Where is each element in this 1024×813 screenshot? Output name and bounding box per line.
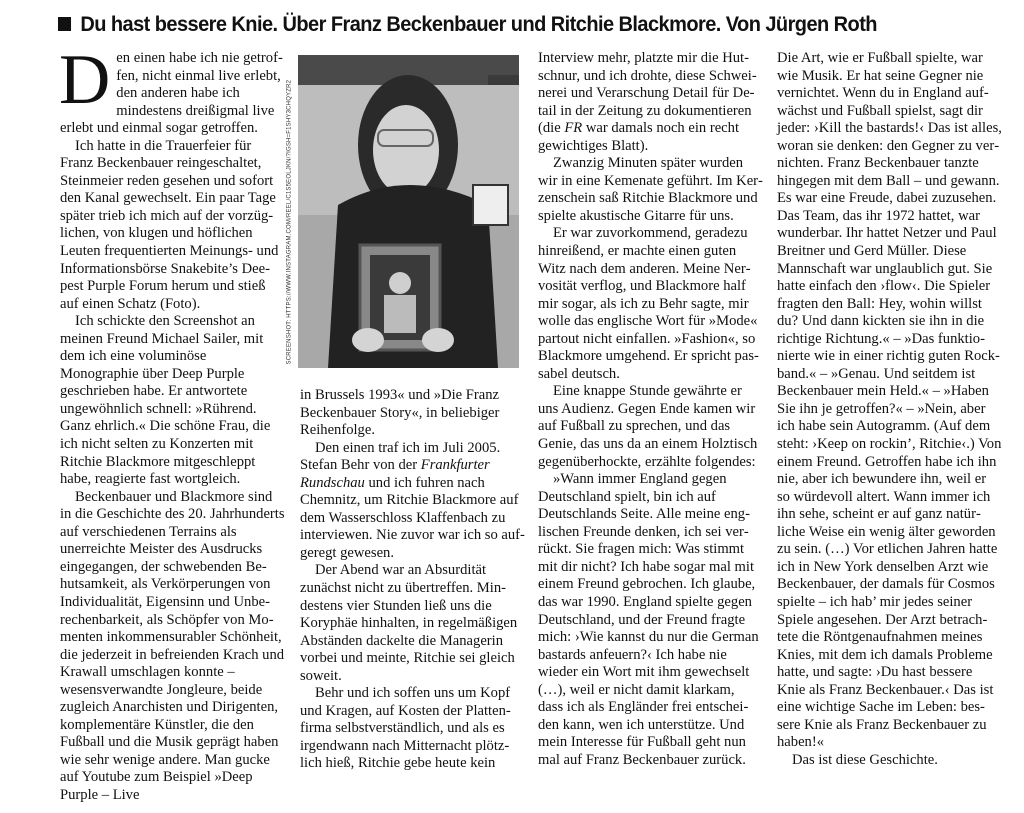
paragraph-text: Interview mehr, platzte mir die Hutschnur, und ich drohte, diese Schweinerei und Verarschung Detail für Detail in der Zeitung zu dokumentieren (die (538, 50, 757, 137)
paragraph: Zwanzig Minuten später wurden wir in eine Kemenate geführt. Im Kerzenschein saß Ritchie Blackmore und spielte akustische Gitarre für uns. (538, 155, 763, 224)
paragraph-text: und ich fuhren nach Chemnitz, um Ritchie Blackmore auf dem Wasserschloss Klaffenbach zu interviewen. Nie zuvor war ich so aufgeregt gewesen. (300, 474, 525, 561)
paragraph-text: war damals noch ein recht gewichtiges Blatt). (538, 120, 740, 154)
paragraph: in Brussels 1993« und »Die Franz Beckenbauer Story«, in beliebiger Reihenfolge. (300, 387, 500, 439)
paragraph (300, 440, 525, 563)
paragraph (538, 50, 763, 155)
square-bullet-icon (58, 17, 71, 31)
newspaper-name: Frankfurter Rundschau (300, 457, 490, 491)
article-column-1 (59, 41, 285, 805)
photo-credit (283, 55, 293, 368)
headline-text: Du hast bessere Knie. Über Franz Beckenbauer und Ritchie Blackmore. Von Jürgen Roth (80, 11, 877, 36)
paragraph-text: Den einen traf ich im Juli 2005. Stefan Behr von der (300, 439, 501, 474)
photo-icon (298, 55, 519, 368)
article-column-4 (777, 50, 1002, 769)
drop-cap: D (59, 41, 111, 119)
paragraph: Ich hatte in die Trauerfeier für Franz Beckenbauer reingeschaltet, Steinmeier reden gesehen und sofort den Kanal gewechselt. Ein paar Tage später trieb ich mich auf der vorzüglichen, von klugen und höflichen Leuten frequentierten Meinungs- und Informationsbörse Snakebite’s Deepest Purple Forum herum und stieß auf einen Schatz (Foto). (60, 137, 279, 312)
paragraph: Die Art, wie er Fußball spielte, war wie Musik. Er hat seine Gegner nie vernichtet. Wenn du in England aufwächst und Fußball spielst, sagt dir jeder: ›Kill the bastards!‹ Das ist alles, woran sie denken: den Gegner zu vernichten. Franz Beckenbauer tanzte hingegen mit dem Ball – und gewann. Es war eine Freude, dabei zuzusehen. Das Team, das ihr 1972 hattet, war wunderbar. Ihr hattet Netzer und Paul Breitner und Gerd Müller. Diese Mannschaft war unglaublich gut. Sie hatte einfach den ›flow‹. Die Spieler fragten den Ball: Hey, wohin willst du? Und dann kickten sie ihn in die richtige Richtung.« – »Das funktionierte wie in einer richtig guten Rockband.« – »Genau. Und seitdem ist Beckenbauer mein Held.« – »Haben Sie ihn je getroffen?« – »Nein, aber ich habe sein Autogramm. (Auf dem steht: ›Keep on rockin’, Ritchie‹.) Von einem Freund. Getroffen habe ich ihn nie, aber ich bewundere ihn, weil er so würdevoll altert. Wann immer ich ihn sehe, scheint er auf ganz natürliche Weise ein wenig älter geworden zu sein. (…) Vor etlichen Jahren hatte ich in New York denselben Arzt wie Beckenbauer, der damals für Cosmos spielte – ich hab’ mir jedes seiner Spiele angesehen. Der Arzt betrachtete die Röntgenaufnahmen meines Knies, mit dem ich damals Probleme hatte, und sagte: ›Du hast bessere Knie als Franz Beckenbauer.‹ Das ist eine wichtige Sache im Leben: bessere Knie als Franz Beckenbauer zu haben!« (777, 50, 1002, 751)
article-column-3 (538, 50, 763, 769)
photo-credit-text: SCREENSHOT: HTTPS://WWW.INSTAGRAM.COM/REEL/C1S5EOLJKN/?IGSH=F1SHY3CHQYZR2 (286, 79, 293, 365)
newspaper-abbrev: FR (564, 120, 583, 137)
article-headline (58, 10, 951, 38)
paragraph: Behr und ich soffen uns um Kopf und Kragen, auf Kosten der Plattenfirma selbstverständlich, und als es irgendwann nach Mitternacht plötzlich hieß, Ritchie gebe heute kein (300, 685, 511, 772)
paragraph: Das ist diese Geschichte. (792, 751, 938, 768)
paragraph: Beckenbauer und Blackmore sind in die Geschichte des 20. Jahrhunderts auf verschiedenen Terrains als unerreichte Meister des Ausdrucks eingegangen, der schwebenden Behutsamkeit, als Verkörperungen von Individualität, Eigensinn und Unberechenbarkeit, als Schöpfer von Momenten inkommensurabler Schönheit, die jederzeit in befreienden Krach und Krawall umschlagen konnte – wesensverwandte Jongleure, beide zugleich Anarchisten und Dirigenten, komplementäre Künstler, die den Fußball und die Musik geprägt haben wie sehr wenige andere. Man gucke auf Youtube zum Beispiel »Deep Purple – Live (60, 488, 285, 803)
paragraph: Der Abend war an Absurdität zunächst nicht zu übertreffen. Mindestens vier Stunden ließ uns die Koryphäe hinhalten, in regelmäßigen Abständen dackelte die Managerin vorbei und meinte, Ritchie sei gleich soweit. (300, 562, 518, 684)
article-photo (283, 55, 519, 368)
paragraph (59, 41, 285, 138)
paragraph: »Wann immer England gegen Deutschland spielt, bin ich auf Deutschlands Seite. Alle meine englischen Freunde denken, ich sei verrückt. Sie fragen mich: Was stimmt mit dir nicht? Ich habe sogar mal mit einem Freund gebrochen. Ich glaube, das war 1990. England spielte gegen Deutschland, und der Freund fragte mich: ›Wie kannst du nur die German bastards anfeuern?‹ Ich habe nie wieder ein Wort mit ihm gewechselt (…), weil er nicht damit klarkam, dass ich als Engländer frei entscheiden kann, wen ich unterstütze. Und mein Interesse für Fußball geht nun mal auf Franz Beckenbauer zurück. (538, 471, 759, 768)
paragraph: Eine knappe Stunde gewährte er uns Audienz. Gegen Ende kamen wir auf Fußball zu sprechen, und das Genie, das uns da an einem Holztisch gegenüberhockte, erzählte folgendes: (538, 383, 758, 470)
article-column-2 (300, 387, 525, 773)
paragraph-text: en einen habe ich nie getroffen, nicht einmal live erlebt, den anderen habe ich mindestens dreißigmal live erlebt und einmal sogar getroffen. (60, 50, 283, 137)
paragraph: Er war zuvorkommend, geradezu hinreißend, er machte einen guten Witz nach dem anderen. Meine Nervosität verflog, und Blackmore half mir sogar, als ich zu Behr sagte, mir wolle das englische Wort für »Mode« partout nicht einfallen. »Fashion«, so Blackmore umgehend. Er spricht passabel deutsch. (538, 225, 759, 382)
paragraph: Ich schickte den Screenshot an meinen Freund Michael Sailer, mit dem ich eine voluminöse Monographie über Deep Purple geschrieben habe. Er antwortete ungewöhnlich schnell: »Rührend. Ganz ehrlich.« Die schöne Frau, die ich nicht selten zu Konzerten mit Ritchie Blackmore mitgeschleppt habe, reagierte fast wortgleich. (60, 313, 271, 488)
